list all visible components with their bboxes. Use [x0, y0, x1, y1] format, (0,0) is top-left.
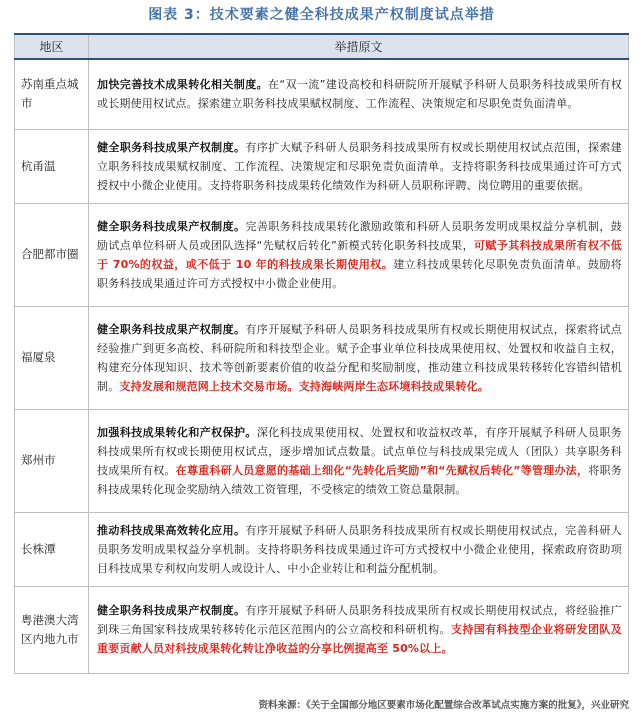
- measure-text: 将职务科技成果转化现金奖励纳入绩效工资管理，不受核定的绩效工资总量限制。: [97, 463, 623, 496]
- measure-heading: 推动科技成果高效转化应用。: [97, 523, 246, 537]
- measures-table: [14, 33, 629, 674]
- table-row: [15, 306, 629, 409]
- table-row: [15, 59, 629, 129]
- highlighted-measure: 支持发展和规范网上技术交易市场。支持海峡两岸生态环境科技成果转化。: [119, 379, 490, 393]
- measure-text: 在“双一流”建设高校和科研院所开展赋予科研人员职务科技成果所有权或长期使用权试点。探索建立职务科技成果赋权制度、工作流程、决策规定和尽职免责负面清单。: [97, 78, 622, 111]
- table-row: [15, 512, 629, 586]
- highlighted-measure: 可赋予其科技成果所有权不低于 70%的权益，或不低于 10 年的科技成果长期使用权。: [97, 238, 622, 271]
- measure-heading: 加强科技成果转化和产权保护。: [97, 425, 257, 439]
- highlighted-measure: 支持国有科技型企业将研发团队及重要贡献人员对科技成果转化转让净收益的分享比例提高至 50%以上。: [97, 623, 623, 655]
- table-row: [15, 409, 629, 512]
- region-cell: 福厦泉: [15, 306, 89, 409]
- measure-text-cell: [89, 409, 629, 512]
- table-body: [15, 59, 629, 673]
- source-note: 资料来源：《关于全国部分地区要素市场化配置综合改革试点实施方案的批复》，兴业研究: [258, 700, 629, 711]
- measure-text: 完善职务科技成果转化激励政策和科研人员职务发明成果权益分享机制，鼓励试点单位科研人员或团队选择“先赋权后转化”新模式转化职务科技成果，: [97, 219, 622, 252]
- highlighted-measure: 在尊重科研人员意愿的基础上细化“先转化后奖励”和“先赋权后转化”等管理办法，: [175, 463, 589, 477]
- region-cell: 杭甬温: [15, 129, 89, 203]
- region-cell: 粤港澳大湾区内地九市: [15, 586, 89, 673]
- header-region: 地区: [15, 34, 89, 59]
- measure-heading: 健全职务科技成果产权制度。: [97, 604, 246, 617]
- measure-text: 有序开展赋予科研人员职务科技成果所有权或长期使用权试点，将经验推广到珠三角国家科技成果转移转化示范区范围内的公立高校和科研机构。: [97, 604, 622, 636]
- measure-text-cell: [89, 512, 629, 586]
- table-row: [15, 129, 629, 203]
- measure-text: 有序开展赋予科研人员职务科技成果所有权或长期使用权试点，探索将试点经验推广到更多高校、科研院所和科技型企业。赋予企事业单位科技成果使用权、处置权和收益自主权，构建充分体现知识、技术等创新要素价值的收益分配和奖励制度，推动建立科技成果转移转化容错纠错机制。: [97, 322, 622, 393]
- figure-title: 图表 3：技术要素之健全科技成果产权制度试点举措: [148, 7, 495, 23]
- measure-text-cell: [89, 59, 629, 129]
- region-cell: 合肥都市圈: [15, 203, 89, 306]
- measure-heading: 健全职务科技成果产权制度。: [97, 322, 246, 336]
- measure-text-cell: [89, 129, 629, 203]
- table-header-row: [15, 34, 629, 59]
- measure-heading: 健全职务科技成果产权制度。: [97, 140, 246, 154]
- measure-text-cell: [89, 306, 629, 409]
- header-measures: 举措原文: [89, 34, 629, 59]
- region-cell: 苏南重点城市: [15, 59, 89, 129]
- measure-text-cell: [89, 203, 629, 306]
- measure-text-cell: [89, 586, 629, 673]
- measure-heading: 加快完善技术成果转化相关制度。: [97, 78, 268, 92]
- measure-text: 有序扩大赋予科研人员职务科技成果所有权或长期使用权试点范围，探索建立职务科技成果赋权制度、工作流程、决策规定和尽职免责负面清单。支持将职务科技成果通过许可方式授权中小微企业使用。支持将职务科技成果转化绩效作为科研人员职称评聘、岗位聘用的重要依据。: [97, 140, 622, 192]
- measure-heading: 健全职务科技成果产权制度。: [97, 219, 246, 233]
- table-row: [15, 586, 629, 673]
- region-cell: 长株潭: [15, 512, 89, 586]
- region-cell: 郑州市: [15, 409, 89, 512]
- measure-text: 有序开展赋予科研人员职务科技成果所有权或长期使用权试点，完善科研人员职务发明成果权益分享机制。支持将职务科技成果通过许可方式授权中小微企业使用，探索政府资助项目科技成果专利权向发明人或设计人、中小企业转让和利益分配机制。: [97, 523, 622, 575]
- measure-text: 深化科技成果使用权、处置权和收益权改革，有序开展赋予科研人员职务科技成果所有权或长期使用权试点，逐步增加试点数量。试点单位与科技成果完成人（团队）共享职务科技成果所有权。: [97, 425, 622, 477]
- measure-text: 建立科技成果转化尽职免责负面清单。鼓励将职务科技成果通过许可方式授权中小微企业使用。: [97, 257, 622, 290]
- table-row: [15, 203, 629, 306]
